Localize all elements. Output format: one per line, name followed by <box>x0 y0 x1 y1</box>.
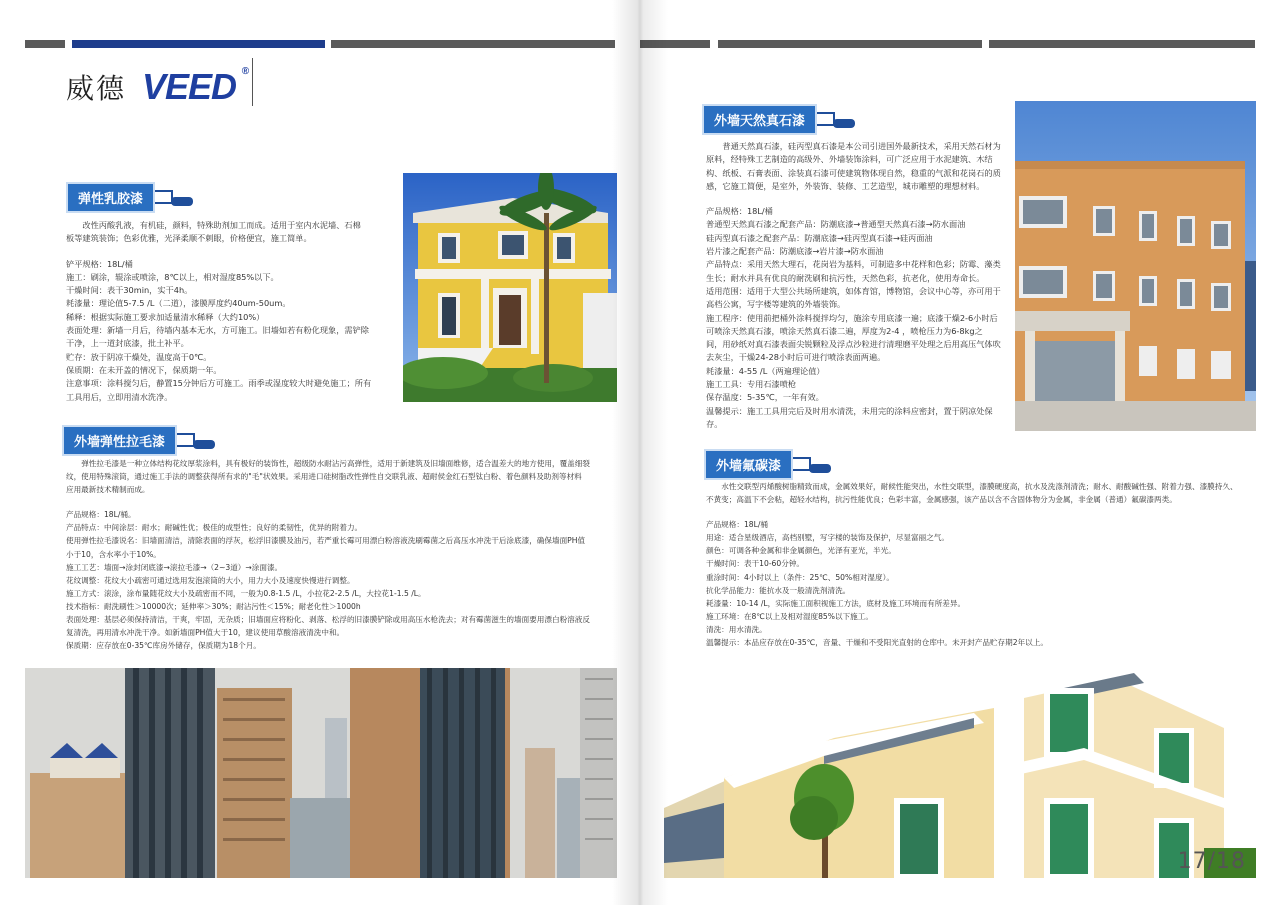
spec-line: 生长；耐水并具有优良的耐洗刷和抗污性，天然色彩，抗老化，使用寿命长。 <box>706 272 985 283</box>
spec-line: 可喷涂天然真石漆，喷涂天然真石漆二遍，厚度为2-4 ，喷枪压力为6-8kg之 <box>706 325 983 336</box>
spec-line: 普通型天然真石漆之配套产品：防潮底漆→普通型天然真石漆→防水面油 <box>706 219 966 230</box>
natural-stone-body <box>706 140 1006 431</box>
spec-line: 存。 <box>706 418 723 429</box>
top-bar-segment <box>331 40 615 48</box>
spec-line: 干燥时间：表干10-60分钟。 <box>706 559 805 569</box>
spec-line: 温馨提示：本品应存放在0-35℃，音量、干燥和不受阳光直射的仓库中。未开封产品贮存期2年以上。 <box>706 638 1048 648</box>
spec-line: 颜色：可调各种金属和非金属颜色，光泽有亚光，半光。 <box>706 546 896 556</box>
spec-line: 保质期：应存放在0-35℃库房外储存，保质期为18个月。 <box>66 641 261 651</box>
intro-line: 水性交联型丙烯酸树脂精致而成，金属效果好，耐候性能突出，水性交联型，漆膜硬度高，抗水及洗涤剂清洗；耐水、耐酸碱性强、附着力强、漆膜持久、 <box>721 482 1238 491</box>
spec-line: 耗漆量：4-55 /L（两遍理论值） <box>706 365 825 376</box>
top-bar-segment <box>72 40 325 48</box>
spec-line: 产品规格：18L/桶 <box>706 206 773 217</box>
intro-line: 改性丙酸乳液，有机硅，颜料，特殊助剂加工而成。适用于室内水泥墙、石棉 <box>82 220 361 230</box>
spec-line: 温馨提示：施工工具用完后及时用水清洗，未用完的涂料应密封，置于阴凉处保 <box>706 405 993 416</box>
top-bar-segment <box>989 40 1255 48</box>
intro-line: 板等建筑装饰；色彩优雅，光泽柔顺不刺眼，价格便宜，施工简单。 <box>66 233 312 244</box>
spec-line: 小于10，含水率小于10%。 <box>66 549 161 559</box>
spec-line: 工具用后，立即用清水洗净。 <box>66 391 173 402</box>
intro-line: 原料，经特殊工艺制造的高级外、外墙装饰涂料，可广泛应用于水泥建筑、木结 <box>706 154 993 165</box>
brand-divider <box>252 58 253 106</box>
brand-header <box>66 66 249 108</box>
spec-line: 施工方式：滚涂，涂布量随花纹大小及疏密而不同，一般为0.8-1.5 /L，小拉花2-2.5 /L，大拉花1-1.5 /L。 <box>66 588 426 598</box>
intro-line: 普通天然真石漆，硅丙型真石漆是本公司引进国外最新技术，采用天然石材为 <box>722 141 1001 151</box>
intro-line: 感，它施工简便，是室外，外装饰、装修、工艺造型，城市雕塑的理想材料。 <box>706 180 985 191</box>
brand-logo-text: VEED <box>142 66 237 107</box>
page-number: 17/18 <box>1177 849 1246 874</box>
right-page <box>640 0 1280 905</box>
spec-line: 保存温度：5-35℃，一年有效。 <box>706 392 824 403</box>
city-skyline-photo <box>25 668 617 878</box>
brand-logo <box>142 66 249 108</box>
spec-line: 施工：刷涂，辊涂或喷涂，8℃以上，相对湿度85%以下。 <box>66 271 279 282</box>
spec-line: 产品规格：18L/桶 <box>706 520 769 530</box>
section-title-natural-stone <box>704 106 857 133</box>
paint-roller-icon <box>793 453 833 477</box>
spec-line: 复清洗，再用清水冲洗干净。如新墙面PH值大于10，建议使用草酸溶液清洗中和。 <box>66 628 345 638</box>
spec-line: 贮存：放于阴凉干燥处，温度高于0℃。 <box>66 351 212 362</box>
villa-photo <box>403 173 617 402</box>
paint-roller-icon <box>155 186 195 210</box>
section-title-label: 弹性乳胶漆 <box>68 184 153 211</box>
exterior-elastic-texture-body <box>66 457 618 652</box>
page-fold-shadow <box>612 0 668 905</box>
registered-mark: ® <box>241 66 249 77</box>
section-title-label: 外墙氟碳漆 <box>706 451 791 478</box>
spec-line: 施工工具：专用石漆喷枪 <box>706 379 797 390</box>
spec-line: 去灰尘，干燥24-28小时后可进行喷涂表面两遍。 <box>706 352 886 363</box>
spec-line: 花纹调整：花纹大小疏密可通过选用发泡滚筒的大小，用力大小及速度快慢进行调整。 <box>66 575 355 585</box>
spec-line: 产品规格：18L/桶。 <box>66 510 136 520</box>
spec-line: 施工程序：使用前把桶外涂料搅拌均匀，施涂专用底漆一遍；底漆干燥2-6小时后 <box>706 312 998 323</box>
office-building-photo <box>1015 101 1256 431</box>
spec-line: 重涂时间：4小时以上（条件：25℃、50%相对湿度）。 <box>706 572 894 582</box>
brand-name: 威德 <box>66 72 127 105</box>
spec-line: 抗化学品能力：能抗水及一般清洗剂清洗。 <box>706 585 851 595</box>
fluorocarbon-body <box>706 480 1258 649</box>
spec-line: 表面处理：基层必须保持清洁，干爽，牢固，无杂质；旧墙面应将粉化、剥落、松浮的旧漆膜铲除或用高压水枪洗去；对有霉菌滋生的墙面要用漂白粉溶液反 <box>66 615 590 625</box>
section-title-exterior-elastic-texture <box>64 427 217 454</box>
intro-line: 应用最新技术精制而成。 <box>66 485 150 495</box>
top-bar-segment <box>25 40 65 48</box>
section-title-fluorocarbon <box>706 451 833 478</box>
intro-line: 纹，使用特殊滚筒，通过施工手法的调整获得所有求的"毛"状效果。采用进口硅树脂改性弹性自交联乳液、超耐侯金红石型钛白粉、着色颜料及助剂等材料 <box>66 472 582 482</box>
villa-exterior-photo <box>664 668 1256 878</box>
intro-line: 弹性拉毛漆是一种立体结构花纹厚浆涂料，具有极好的装饰性，超级防水耐沾污高弹性，适用于新建筑及旧墙面维修，适合温差大的地方使用，覆盖细裂 <box>81 459 590 468</box>
skyline-illustration <box>25 668 617 878</box>
section-title-label: 外墙弹性拉毛漆 <box>64 427 175 454</box>
spec-line: 铲平规格：18L/桶 <box>66 258 133 269</box>
spec-line: 施工工艺：墙面→涂封闭底漆→滚拉毛漆→（2~3道）→涂面漆。 <box>66 562 283 572</box>
spec-line: 技术指标：耐洗刷性＞10000次；延伸率＞30%；耐沾污性＜15%；耐老化性＞1000h <box>66 601 361 611</box>
spec-line: 适用范围：适用于大型公共场所建筑，如体育馆，博物馆，会议中心等，亦可用于 <box>706 285 1001 296</box>
villa-exterior-illustration <box>664 668 1256 878</box>
spec-line: 使用弹性拉毛漆说名：旧墙面清洁，清除表面的浮灰，松浮旧漆膜及油污，若严重长霉可用漂白粉溶液洗刷霉菌之后高压水冲洗干后涂底漆，确保墙面PH值 <box>66 536 586 546</box>
spec-line: 用途：适合星级酒店，高档别墅，写字楼的装饰及保护，尽显富丽之气。 <box>706 533 949 543</box>
spec-line: 施工环境：在8℃以上及相对湿度85%以下施工。 <box>706 611 873 621</box>
building-illustration <box>1015 101 1256 431</box>
spec-line: 注意事项：涂料搅匀后，静置15分钟后方可施工。雨季或湿度较大时避免施工；所有 <box>66 378 372 389</box>
spec-line: 岩片漆之配套产品：防潮底漆→岩片漆→防水面油 <box>706 246 884 257</box>
spec-line: 干燥时间：表干30min，实干4h。 <box>66 285 193 296</box>
elastic-latex-body <box>66 219 396 404</box>
spec-line: 表面处理：新墙一月后，待墙内基本无水，方可施工。旧墙如若有粉化现象，需铲除 <box>66 325 369 336</box>
spec-line: 保质期：在未开盖的情况下，保质期一年。 <box>66 364 222 375</box>
spec-line: 清洗：用水清洗。 <box>706 624 767 634</box>
spec-line: 产品特点：采用天然大理石，花岗岩为基料，可制造多中花样和色彩；防霉、藻类 <box>706 259 1001 270</box>
spec-line: 干净，上一道封底漆，批土补平。 <box>66 338 189 349</box>
spec-line: 产品特点：中间涂层：耐水；耐碱性优；极佳的成型性；良好的柔韧性，优异的附着力。 <box>66 523 363 533</box>
section-title-elastic-latex <box>68 184 195 211</box>
spec-line: 耗漆量：理论值5-7.5 /L（二道），漆膜厚度约40um-50um。 <box>66 298 291 309</box>
top-bar-segment <box>718 40 982 48</box>
intro-line: 不黄变；高温下不会粘，超轻水结构，抗污性能优良；色彩丰富，金属感强，该产品以含不含固体物分为金属，非金属（普通）氟碳漆两类。 <box>706 495 1177 505</box>
spec-line: 稀释：根据实际施工要求加适量清水稀释（大约10%） <box>66 311 265 322</box>
intro-line: 构、纸板、石膏表面、涂装真石漆可使建筑物体现自然，稳重的气派和花岗石的质 <box>706 167 1001 178</box>
paint-roller-icon <box>817 108 857 132</box>
spec-line: 耗漆量：10-14 /L，实际施工面积视施工方法，底材及施工环境而有所差异。 <box>706 598 966 608</box>
villa-illustration <box>403 173 617 402</box>
section-title-label: 外墙天然真石漆 <box>704 106 815 133</box>
spec-line: 高档公寓，写字楼等建筑的外墙装饰。 <box>706 299 846 310</box>
spec-line: 硅丙型真石漆之配套产品：防潮底漆→硅丙型真石漆→硅丙面油 <box>706 232 933 243</box>
paint-roller-icon <box>177 429 217 453</box>
spec-line: 间，用砂纸对真石漆表面尖锐颗粒及浮点沙粒进行清理磨平处理之后用高压气体吹 <box>706 339 1001 350</box>
